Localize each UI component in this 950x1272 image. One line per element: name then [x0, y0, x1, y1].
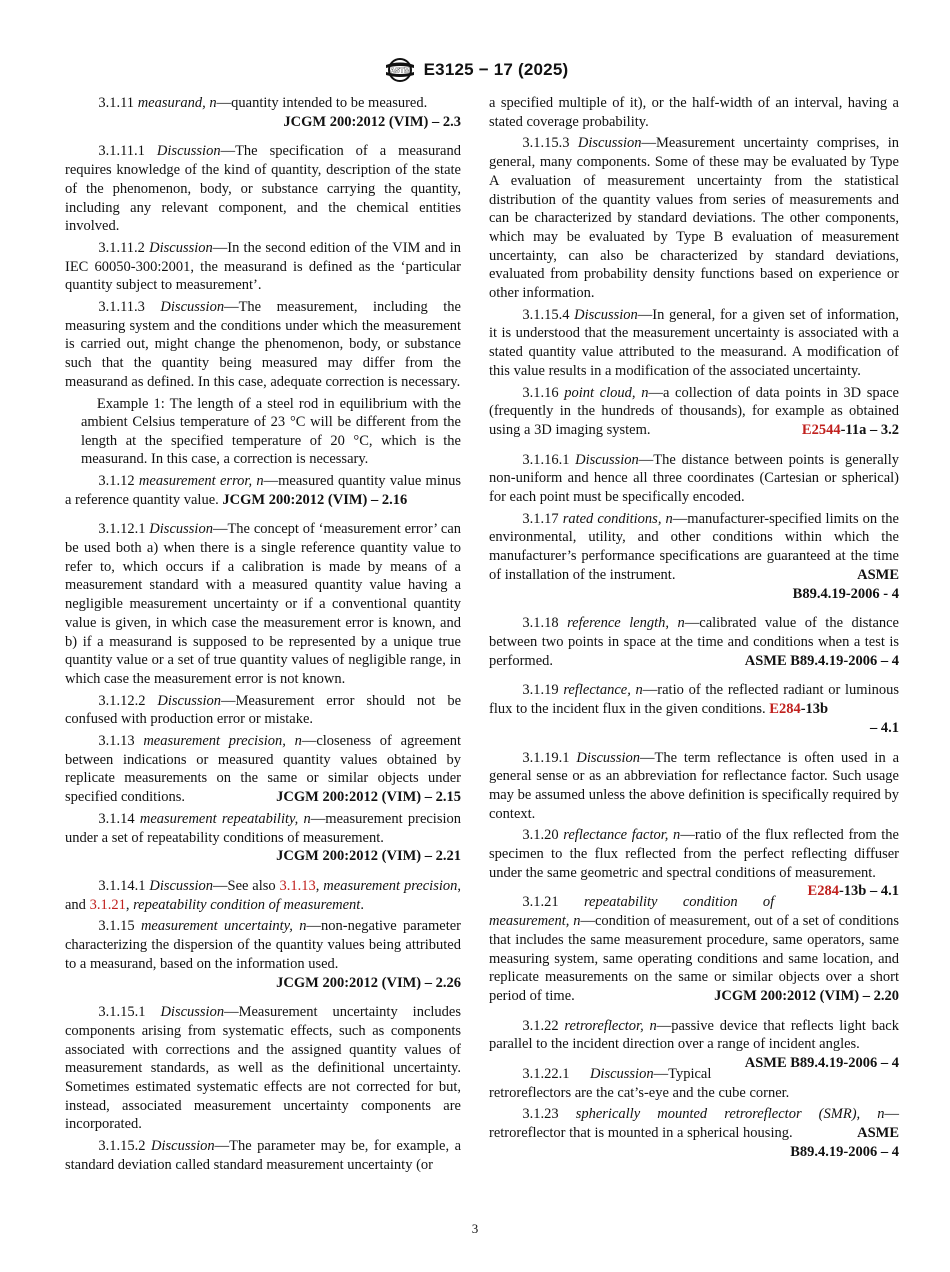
definition-3-1-17: 3.1.17 rated conditions, n—manufacturer-specified limits on the environmental, utility, and other conditions within which the manufacturer’s performance specifications are guaranteed at the time of installation of the instrument. ASME B89.4.19-2006 - 4	[489, 510, 899, 602]
definition-3-1-19: 3.1.19 reflectance, n—ratio of the reflected radiant or luminous flux to the incident flux in the given conditions. E284-13b – 4.1	[489, 682, 900, 736]
reference: ASME B89.4.19-2006 – 4	[744, 1055, 899, 1072]
standard-designation: E3125 − 17 (2025)	[423, 59, 569, 79]
reference: ASME	[857, 566, 899, 583]
discussion-3-1-15-1: 3.1.15.1 Discussion—Measurement uncertainty includes components arising from systematic effects, such as components associated with corrections and the assigned quantity values of measurement standards, as well as the definitional uncertainty. Sometimes estimated systematic effects are not corrected for but, instead, associated measurement uncertainty components are incorporated.	[65, 1004, 461, 1133]
reference: ASME B89.4.19-2006 – 4	[744, 652, 899, 669]
definition-3-1-22: 3.1.22 retroreflector, n—passive device that reflects light back parallel to the incident direction over a range of incident angles. ASME B89.4.19-2006 – 4	[489, 1017, 899, 1072]
reference-continued: – 4.1	[870, 719, 899, 736]
definition-3-1-21: 3.1.21 repeatability condition of measurement, n—condition of measurement, out of a set of conditions that includes the same measurement procedure, same operators, same measuring system, same operating conditions and same location, and replicate measurements on the same or similar objects over a short period of time. JCGM 200:2012 (VIM) – 2.20	[489, 894, 900, 1004]
reference: E2544-11a – 3.2	[801, 421, 899, 438]
page-header	[0, 56, 950, 84]
discussion-3-1-11-3: 3.1.11.3 Discussion—The measurement, including the measuring system and the conditions under which the measurement is carried out, might change the phenomenon, body, or substance such that the quantity being measured may differ from the measurand as defined. In this case, adequate correction is necessary.	[65, 299, 461, 390]
reference-continued: B89.4.19-2006 – 4	[790, 1143, 899, 1160]
reference: JCGM 200:2012 (VIM) – 2.20	[714, 987, 899, 1004]
reference: JCGM 200:2012 (VIM) – 2.21	[276, 848, 461, 865]
discussion-3-1-14-1: 3.1.14.1 Discussion—See also 3.1.13, measurement precision, and 3.1.21, repeatability condition of measurement.	[65, 877, 461, 913]
discussion-3-1-12-1: 3.1.12.1 Discussion—The concept of ‘measurement error’ can be used both a) when there is a single reference quantity value to refer to, which occurs if a calibration is made by means of a measurement standard with a measured quantity value having a negligible measurement uncertainty or if a conventional quantity value is given, in which case the measurement error is known, and b) if a measurand is supposed to be represented by a unique true quantity value or a set of true quantity values of negligible range, in which case the measurement error is not known.	[65, 521, 462, 687]
reference: JCGM 200:2012 (VIM) – 2.16	[222, 491, 408, 508]
definition-3-1-18: 3.1.18 reference length, n—calibrated value of the distance between two points in space at the time and conditions when a test is performed. ASME B89.4.19-2006 – 4	[489, 615, 899, 669]
discussion-3-1-15-2-continued: a specified multiple of it), or the half-width of an interval, having a stated coverage probability.	[489, 95, 899, 130]
discussion-3-1-15-3: 3.1.15.3 Discussion—Measurement uncertainty comprises, in general, many components. Some of these may be evaluated by Type A evaluation of measurement uncertainty from the statistical distribution of the quantity values from series of measurements and can be characterized by standard deviations. The other components, which may be evaluated by Type B evaluation of measurement uncertainty, can also be characterized by standard deviations, evaluated from probability density functions based on experience or other information.	[489, 135, 899, 302]
right-column	[489, 94, 899, 1162]
discussion-3-1-12-2: 3.1.12.2 Discussion—Measurement error should not be confused with production error or mistake.	[65, 692, 462, 728]
standard-link[interactable]: E284	[807, 883, 839, 900]
reference-continued: B89.4.19-2006 - 4	[792, 585, 899, 602]
cross-reference-link[interactable]: 3.1.13	[279, 877, 316, 894]
standard-link[interactable]: E284	[769, 701, 801, 718]
definition-3-1-20: 3.1.20 reflectance factor, n—ratio of the flux reflected from the specimen to the flux reflected from the perfect reflecting diffuser under the same geometric and spectral conditions of measurement. E284-13b – 4.1	[489, 827, 899, 900]
definition-3-1-13: 3.1.13 measurement precision, n—closeness of agreement between indications or measured quantity values obtained by replicate measurements on the same or similar objects under specified conditions. JCGM 200:2012 (VIM) – 2.15	[65, 733, 461, 806]
discussion-3-1-19-1: 3.1.19.1 Discussion—The term reflectance is often used in a general sense or as an abbreviation for reflectance factor. Such usage may be assumed unless the above definition is specifically required by context.	[489, 749, 900, 822]
reference: E284-13b – 4.1	[807, 883, 899, 900]
discussion-3-1-22-1: 3.1.22.1 Discussion—Typical retroreflectors are the cat’s-eye and the cube corner.	[489, 1066, 790, 1101]
example-1: Example 1: The length of a steel rod in equilibrium with the ambient Celsius temperature of 23 °C will be different from the length at the specified temperature of 20 °C, which is the measurand. In this case, a correction is necessary.	[80, 395, 461, 468]
standard-link[interactable]: E2544	[801, 421, 841, 438]
reference: JCGM 200:2012 (VIM) – 2.26	[276, 974, 461, 991]
cross-reference-link[interactable]: 3.1.21	[89, 896, 126, 913]
astm-logo-text: ASTM	[389, 67, 410, 75]
astm-logo	[382, 56, 418, 84]
definition-3-1-12: 3.1.12 measurement error, n—measured quantity value minus a reference quantity value. JCGM 200:2012 (VIM) – 2.16	[65, 472, 462, 508]
left-column	[65, 94, 461, 1175]
definition-3-1-15: 3.1.15 measurement uncertainty, n—non-negative parameter characterizing the dispersion of the quantity values being attributed to a measurand, based on the information used. JCGM 200:2012 (VIM) – 2.26	[65, 918, 462, 991]
page-number: 3	[471, 1221, 479, 1236]
term: measurand, n	[137, 95, 217, 111]
definition-3-1-14: 3.1.14 measurement repeatability, n—measurement precision under a set of repeatability conditions of measurement. JCGM 200:2012 (VIM) – 2.21	[65, 810, 462, 865]
definition-3-1-23: 3.1.23 spherically mounted retroreflector (SMR), n—retroreflector that is mounted in a spherical housing. ASME B89.4.19-2006 – 4	[489, 1106, 900, 1160]
definition-3-1-11: 3.1.11 measurand, n—quantity intended to be measured. JCGM 200:2012 (VIM) – 2.3	[65, 94, 461, 131]
discussion-3-1-15-2: 3.1.15.2 Discussion—The parameter may be, for example, a standard deviation called standard measurement uncertainty (or	[65, 1138, 462, 1173]
reference: ASME	[857, 1125, 899, 1142]
discussion-3-1-11-2: 3.1.11.2 Discussion—In the second edition of the VIM and in IEC 60050-300:2001, the measurand is defined as the ‘particular quantity subject to measurement’.	[65, 239, 461, 294]
discussion-3-1-15-4: 3.1.15.4 Discussion—In general, for a given set of information, it is understood that the measurement uncertainty is associated with a stated quantity value attributed to the measurand. A modification of this value results in a modification of the associated uncertainty.	[489, 306, 900, 379]
definition-3-1-16: 3.1.16 point cloud, n—a collection of data points in 3D space (frequently in the hundreds of thousands), for example as obtained using a 3D imaging system. E2544-11a – 3.2	[489, 384, 899, 438]
reference: JCGM 200:2012 (VIM) – 2.15	[276, 789, 461, 806]
discussion-3-1-11-1: 3.1.11.1 Discussion—The specification of a measurand requires knowledge of the kind of quantity, description of the state of the phenomenon, body, or substance carrying the quantity, including any relevant component, and the chemical entities involved.	[65, 143, 461, 235]
discussion-3-1-16-1: 3.1.16.1 Discussion—The distance between points is generally non-uniform and hence all three coordinates (Cartesian or spherical) for each point must be specifically encoded.	[489, 451, 899, 506]
reference: JCGM 200:2012 (VIM) – 2.3	[283, 113, 461, 130]
